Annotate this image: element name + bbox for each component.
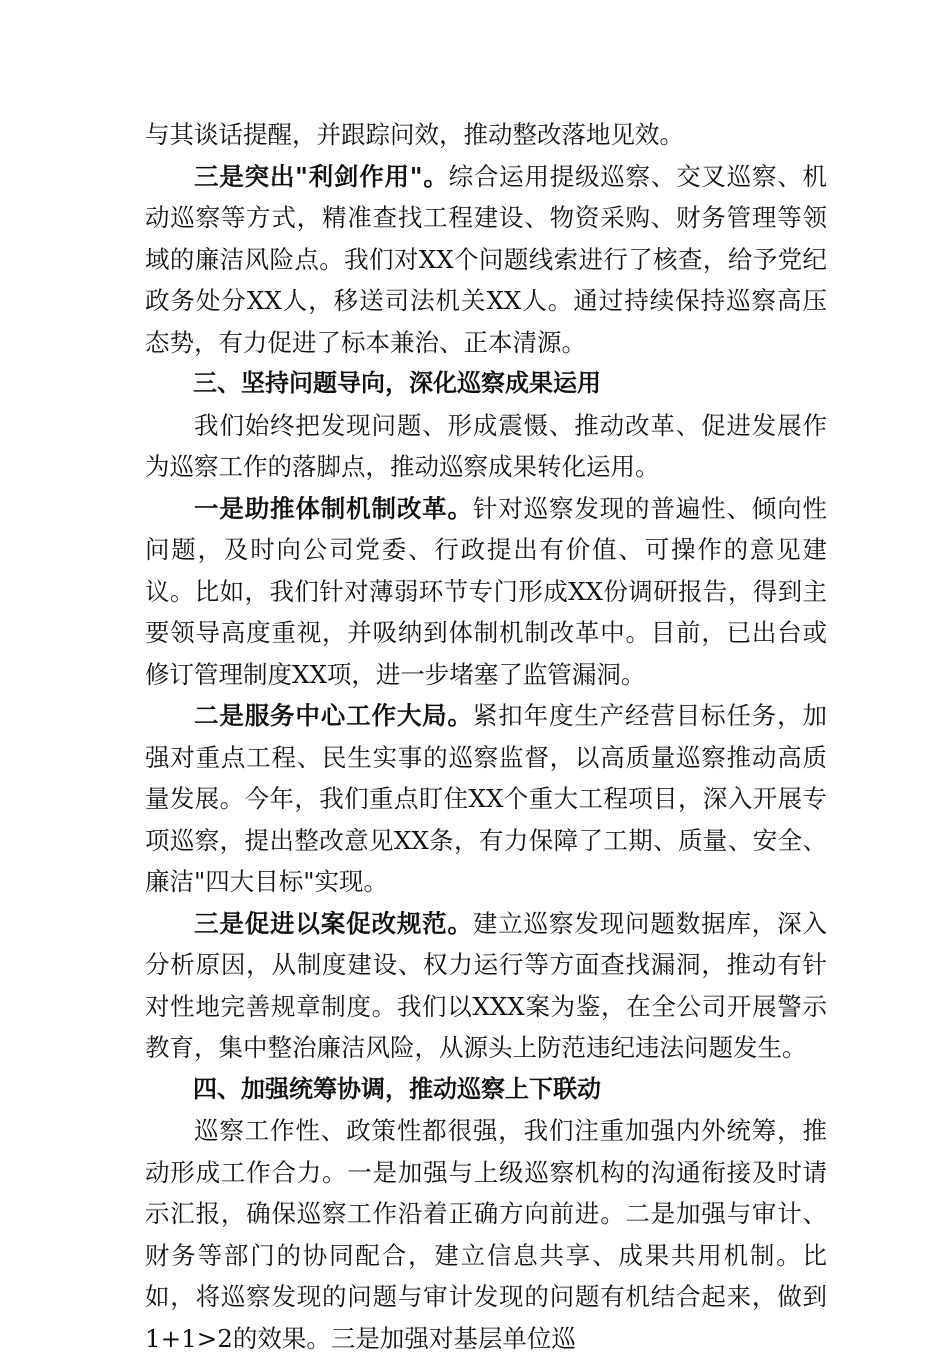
paragraph-text: 巡察工作性、政策性都很强，我们注重加强内外统筹，推动形成工作合力。一是加强与上级巡察机构的沟通衔接及时请示汇报，确保巡察工作沿着正确方向前进。二是加强与审计、财务等部门的协同配合，建立信息共享、成果共用机制。比如，将巡察发现的问题与审计发现的问题有机结合起来，做到1+1>2的效果。三是加强对基层单位巡	[145, 1116, 827, 1353]
paragraph-lead: 一是助推体制机制改革。	[194, 493, 473, 523]
paragraph-lead: 二是服务中心工作大局。	[194, 701, 473, 730]
paragraph-case-reform	[145, 903, 827, 1069]
paragraph-reform	[145, 488, 827, 696]
paragraph-text: 紧扣年度生产经营目标任务，加强对重点工程、民生实事的巡察监督，以高质量巡察推动高质量发展。今年，我们重点盯住XX个重大工程项目，深入开展专项巡察，提出整改意见XX条，有力保障了工期、质量、安全、廉洁"四大目标"实现。	[145, 701, 828, 896]
paragraph-lead: 三是突出"利剑作用"。	[194, 161, 449, 191]
paragraph-intro-3	[145, 405, 827, 488]
paragraph-service	[145, 695, 827, 903]
document-page	[145, 114, 827, 1359]
section-heading-3: 三、坚持问题导向，深化巡察成果运用	[193, 369, 601, 397]
paragraph-text: 综合运用提级巡察、交叉巡察、机动巡察等方式，精准查找工程建设、物资采购、财务管理等领域的廉洁风险点。我们对XX个问题线索进行了核查，给予党纪政务处分XX人，移送司法机关XX人。通过持续保持巡察高压态势，有力促进了标本兼治、正本清源。	[145, 161, 828, 357]
paragraph-text: 建立巡察发现问题数据库，深入分析原因，从制度建设、权力运行等方面查找漏洞，推动有针对性地完善规章制度。我们以XXX案为鉴，在全公司开展警示教育，集中整治廉洁风险，从源头上防范违纪违法问题发生。	[145, 908, 828, 1062]
paragraph-coordination	[145, 1110, 827, 1359]
paragraph-lead: 三是促进以案促改规范。	[194, 908, 473, 938]
paragraph-sword-role	[145, 156, 827, 364]
paragraph-text: 我们始终把发现问题、形成震慑、推动改革、促进发展作为巡察工作的落脚点，推动巡察成果转化运用。	[145, 410, 827, 481]
section-heading-4: 四、加强统筹协调，推动巡察上下联动	[193, 1074, 601, 1103]
paragraph-continuation	[145, 114, 827, 156]
paragraph-text: 与其谈话提醒，并跟踪问效，推动整改落地见效。	[145, 120, 684, 149]
paragraph-text: 针对巡察发现的普遍性、倾向性问题，及时向公司党委、行政提出有价值、可操作的意见建议。比如，我们针对薄弱环节专门形成XX份调研报告，得到主要领导高度重视，并吸纳到体制机制改革中。目前，已出台或修订管理制度XX项，进一步堵塞了监管漏洞。	[145, 493, 828, 689]
